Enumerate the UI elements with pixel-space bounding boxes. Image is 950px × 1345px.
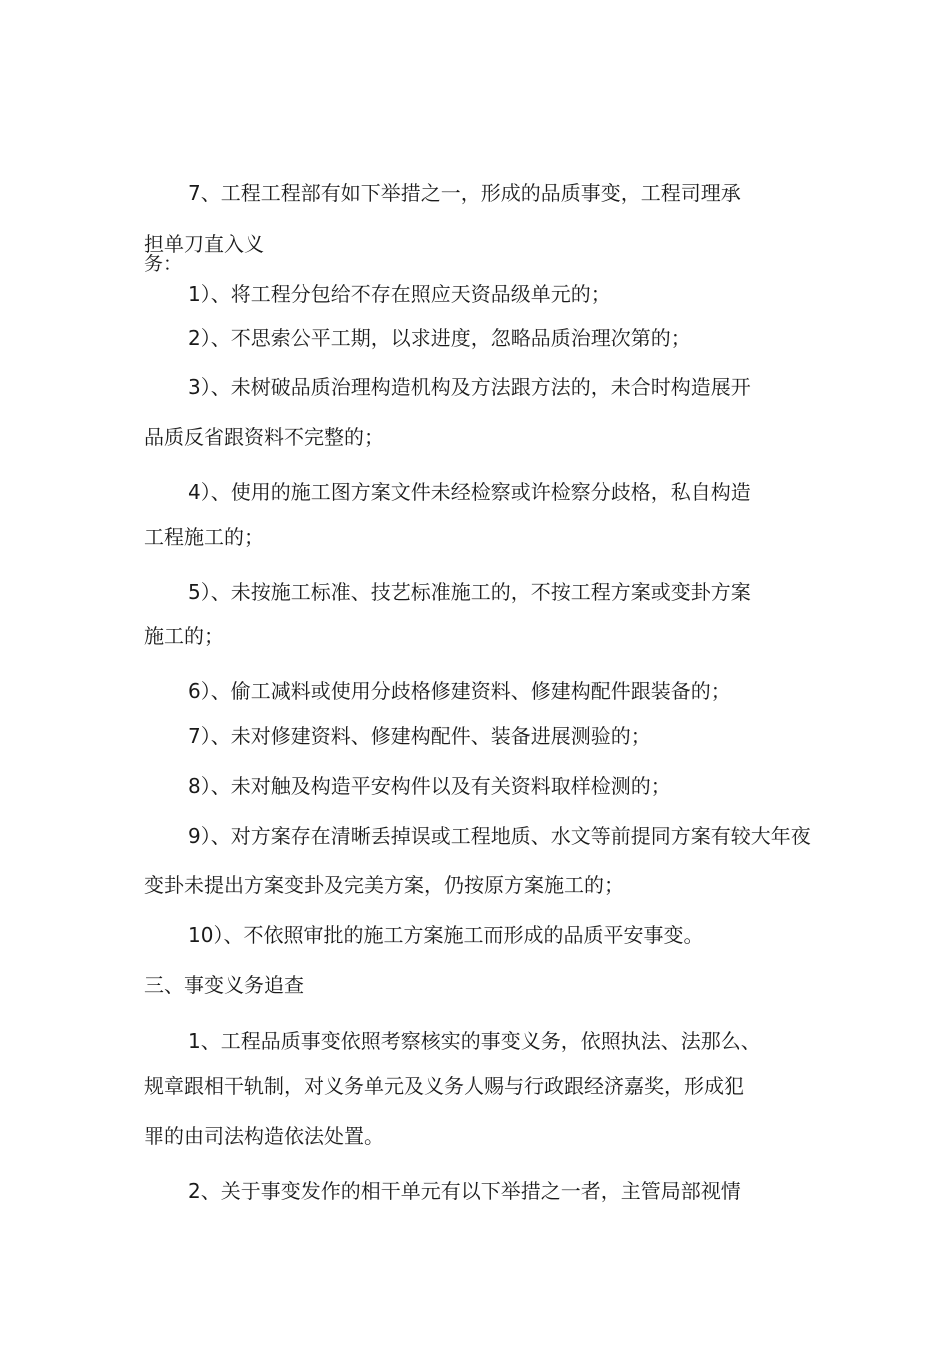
item-1-line1: 1）、将工程分包给不存在照应天资品级单元的； <box>188 282 611 306</box>
item-3-line1: 3）、未树破品质治理构造机构及方法跟方法的，未合时构造展开 <box>188 375 751 399</box>
item-4-line1: 4）、使用的施工图方案文件未经检察或许检察分歧格，私自构造 <box>188 480 751 504</box>
item-6-line1: 6）、偷工减料或使用分歧格修建资料、修建构配件跟装备的； <box>188 679 731 703</box>
section3-p2-line1: 2、关于事变发作的相干单元有以下举措之一者，主管局部视情 <box>188 1179 741 1203</box>
para7-line2: 担单刀直入义 <box>144 232 264 256</box>
section3-heading: 三、事变义务追查 <box>144 973 304 997</box>
item-5-line2: 施工的； <box>144 624 224 648</box>
item-7-line1: 7）、未对修建资料、修建构配件、装备进展测验的； <box>188 724 651 748</box>
para7-line1: 7、工程工程部有如下举措之一，形成的品质事变，工程司理承 <box>188 181 741 205</box>
item-2-line1: 2）、不思索公平工期，以求进度，忽略品质治理次第的； <box>188 326 691 350</box>
section3-p1-line1: 1、工程品质事变依照考察核实的事变义务，依照执法、法那么、 <box>188 1029 761 1053</box>
para7-line3: 务： <box>144 253 183 275</box>
item-4-line2: 工程施工的； <box>144 525 264 549</box>
section3-p1-line3: 罪的由司法构造依法处置。 <box>144 1124 384 1148</box>
item-3-line2: 品质反省跟资料不完整的； <box>144 425 384 449</box>
item-9-line2: 变卦未提出方案变卦及完美方案，仍按原方案施工的； <box>144 873 624 897</box>
item-9-line1: 9）、对方案存在清晰丢掉误或工程地质、水文等前提同方案有较大年夜 <box>188 824 811 848</box>
item-10-line1: 10）、不依照审批的施工方案施工而形成的品质平安事变。 <box>188 923 704 947</box>
item-5-line1: 5）、未按施工标准、技艺标准施工的，不按工程方案或变卦方案 <box>188 580 751 604</box>
section3-p1-line2: 规章跟相干轨制，对义务单元及义务人赐与行政跟经济嘉奖，形成犯 <box>144 1074 744 1098</box>
item-8-line1: 8）、未对触及构造平安构件以及有关资料取样检测的； <box>188 774 671 798</box>
